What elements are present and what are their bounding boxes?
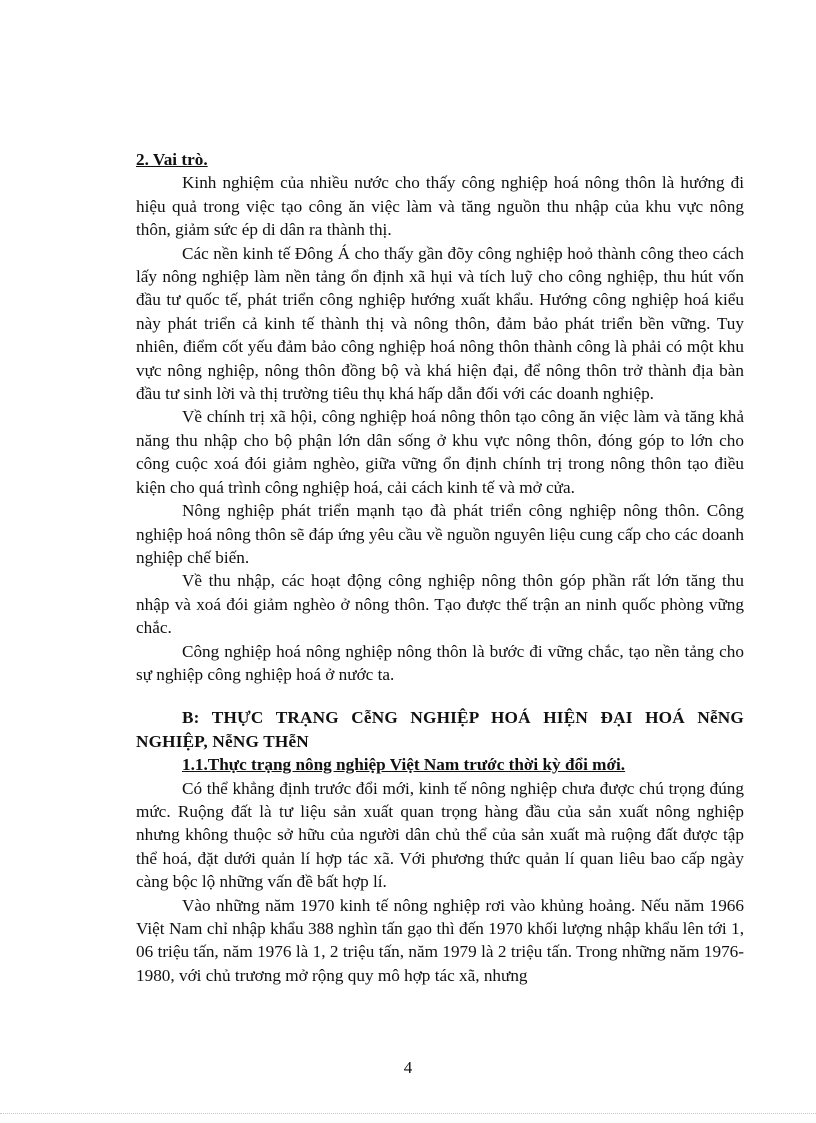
page-body — [136, 148, 744, 987]
footer-divider — [0, 1113, 816, 1114]
paragraph: Nông nghiệp phát triển mạnh tạo đà phát triển công nghiệp nông thôn. Công nghiệp hoá nông thôn sẽ đáp ứng yêu cầu về nguồn nguyên liệu cung cấp cho các doanh nghiệp chế biến. — [136, 501, 744, 567]
paragraph: Về chính trị xã hội, công nghiệp hoá nông thôn tạo công ăn việc làm và tăng khả năng thu nhập cho bộ phận lớn dân sống ở khu vực nông thôn, đóng góp to lớn cho công cuộc xoá đói giảm nghèo, giữa vững ổn định chính trị trong nông thôn tạo điều kiện cho quá trình công nghiệp hoá, cải cách kinh tế và mở cửa. — [136, 407, 744, 497]
section-heading: 2. Vai trò. — [136, 150, 208, 169]
page-number: 4 — [403, 1058, 413, 1077]
paragraph: Các nền kinh tế Đông Á cho thấy gần đõy công nghiệp hoỏ thành công theo cách lấy nông nghiệp làm nền tảng ổn định xã hụi và tích luỹ cho công nghiệp, thu hút vốn đầu tư quốc tế, phát triển công nghiệp hướng xuất khẩu. Hướng công nghiệp hoá kiểu này phát triển cả kinh tế thành thị và nông thôn, đảm bảo phát triển bền vững. Tuy nhiên, điểm cốt yếu đảm bảo công nghiệp hoá nông thôn thành công là phải có một khu vực nông nghiệp, nông thôn đồng bộ và khá hiện đại, để nông thôn trở thành địa bàn đầu tư sinh lời và thị trường tiêu thụ khá hấp dẫn đối với các doanh nghiệp. — [136, 243, 744, 404]
paragraph: Vào những năm 1970 kinh tế nông nghiệp rơi vào khủng hoảng. Nếu năm 1966 Việt Nam chỉ nhập khẩu 388 nghìn tấn gạo thì đến 1970 khối lượng nhập khẩu lên tới 1, 06 triệu tấn, năm 1976 là 1, 2 triệu tấn, năm 1979 là 2 triệu tấn. Trong những năm 1976-1980, với chủ trương mở rộng quy mô hợp tác xã, nhưng — [136, 895, 744, 985]
paragraph: Về thu nhập, các hoạt động công nghiệp nông thôn góp phần rất lớn tăng thu nhập và xoá đói giảm nghèo ở nông thôn. Tạo được thế trận an ninh quốc phòng vững chắc. — [136, 571, 744, 638]
paragraph: Công nghiệp hoá nông nghiệp nông thôn là bước đi vững chắc, tạo nền tảng cho sự nghiệp công nghiệp hoá ở nước ta. — [136, 641, 744, 684]
subsection-heading: 1.1.Thực trạng nông nghiệp Việt Nam trước thời kỳ đổi mới. — [182, 755, 626, 775]
paragraph: Có thể khẳng định trước đổi mới, kinh tế nông nghiệp chưa được chú trọng đúng mức. Ruộng đất là tư liệu sản xuất quan trọng hàng đầu của sản xuất nông nghiệp nhưng không thuộc sở hữu của người dân chủ thể của sản xuất mà ruộng đất được tập thể hoá, đặt dưới quản lí hợp tác xã. Với phương thức quản lí quan liêu bao cấp ngày càng bộc lộ những vấn đề bất hợp lí. — [136, 778, 744, 892]
part-heading: B: THỰC TRẠNG CễNG NGHIỆP HOÁ HIỆN ĐẠI HOÁ NễNG NGHIỆP, NễNG THễN — [136, 708, 744, 751]
paragraph: Kinh nghiệm của nhiều nước cho thấy công nghiệp hoá nông thôn là hướng đi hiệu quả trong việc tạo công ăn việc làm và tăng nguồn thu nhập của khu vực nông thôn, giảm sức ép di dân ra thành thị. — [136, 173, 744, 240]
